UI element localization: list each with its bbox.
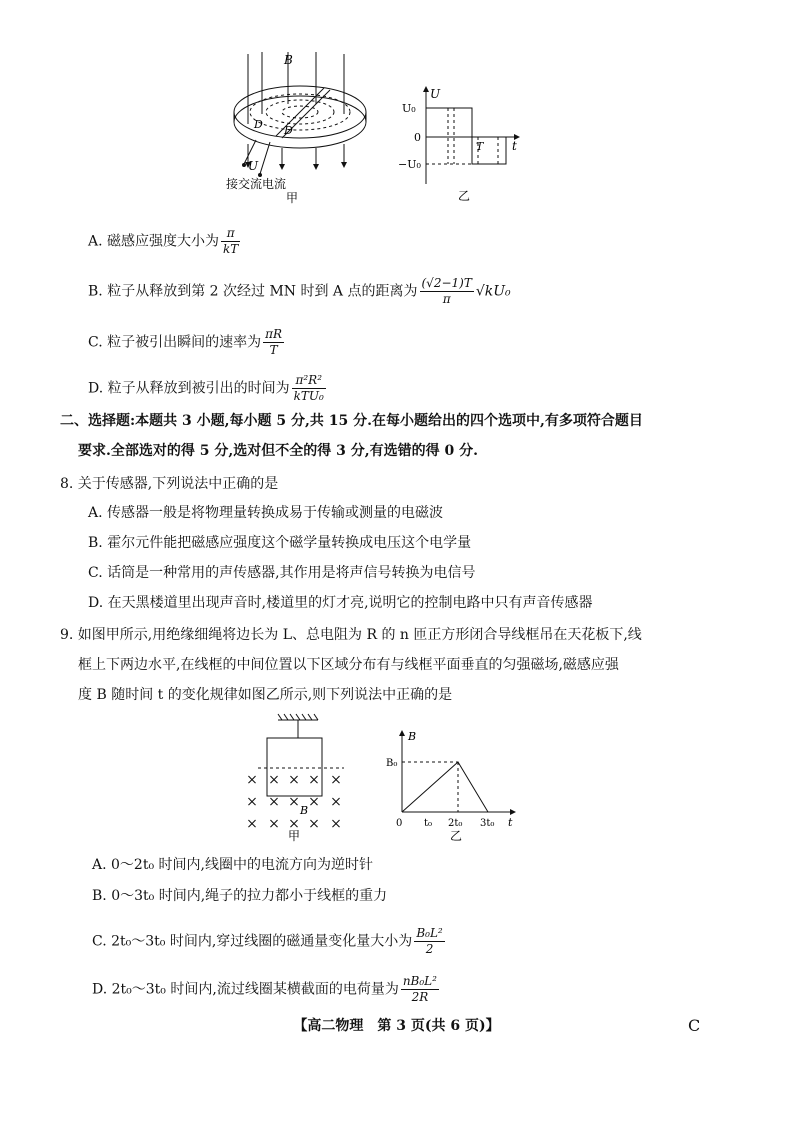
svg-text:×: × xyxy=(330,816,342,832)
q7-option-c xyxy=(88,327,286,358)
graph-zero-label: 0 xyxy=(396,818,403,829)
svg-text:×: × xyxy=(246,816,258,832)
q9-fig-jia-label: 甲 xyxy=(288,829,301,842)
svg-text:×: × xyxy=(246,772,258,788)
svg-text:×: × xyxy=(288,816,300,832)
q8-option-b: B. 霍尔元件能把磁感应强度这个磁学量转换成电压这个电学量 xyxy=(88,535,472,551)
figure-frame-in-field xyxy=(238,712,358,842)
paper-version-mark: C xyxy=(688,1016,701,1035)
svg-text:×: × xyxy=(330,794,342,810)
svg-text:×: × xyxy=(288,794,300,810)
q7-c-text: C. 粒子被引出瞬间的速率为 xyxy=(88,334,262,351)
q9-option-b: B. 0～3t₀ 时间内,绳子的拉力都小于线框的重力 xyxy=(92,888,388,904)
q9-c-num: B₀L² xyxy=(416,926,443,940)
q9-c-den: 2 xyxy=(425,942,434,956)
graph-negU0-label: −U₀ xyxy=(398,158,421,171)
q9-d-num: nB₀L² xyxy=(402,974,437,988)
svg-text:×: × xyxy=(308,772,320,788)
q7-a-text: A. 磁感应强度大小为 xyxy=(88,233,220,250)
q8-option-c: C. 话筒是一种常用的声传感器,其作用是将声信号转换为电信号 xyxy=(88,565,476,581)
svg-text:×: × xyxy=(308,816,320,832)
q7-a-fraction xyxy=(221,226,240,257)
q7-option-d xyxy=(88,373,328,404)
q9-line2: 框上下两边水平,在线框的中间位置以下区域分布有与线框平面垂直的匀强磁场,磁感应强 xyxy=(78,657,619,673)
graph-t-label: t xyxy=(512,139,517,153)
q9-fig-yi-label: 乙 xyxy=(450,829,463,843)
q7-d-den: kTU₀ xyxy=(293,389,324,403)
q9-c-fraction xyxy=(414,926,444,957)
svg-text:×: × xyxy=(308,794,320,810)
svg-text:×: × xyxy=(246,794,258,810)
label-B: B xyxy=(284,53,293,67)
graph-B-axis: B xyxy=(408,730,417,743)
graph-t0-label: t₀ xyxy=(424,818,433,829)
q9-d-fraction xyxy=(401,974,439,1005)
q8-option-a: A. 传感器一般是将物理量转换成易于传输或测量的电磁波 xyxy=(88,505,444,521)
svg-text:×: × xyxy=(330,772,342,788)
q8-stem: 8. 关于传感器,下列说法中正确的是 xyxy=(60,476,279,492)
graph-U0-label: U₀ xyxy=(402,102,416,115)
page-footer: 【高二物理 第 3 页(共 6 页)】 xyxy=(293,1018,500,1034)
svg-text:×: × xyxy=(268,772,280,788)
q7-b-num: (√2−1)T xyxy=(421,276,472,290)
graph-origin-label: 0 xyxy=(414,131,421,144)
q9-option-c xyxy=(92,926,447,957)
q7-a-den: kT xyxy=(223,242,239,256)
q9-d-text: D. 2t₀～3t₀ 时间内,流过线圈某横截面的电荷量为 xyxy=(92,981,399,998)
q7-d-text: D. 粒子从释放到被引出的时间为 xyxy=(88,380,290,397)
graph-3t0-label: 3t₀ xyxy=(480,818,495,829)
graph-B0-label: B₀ xyxy=(386,758,398,769)
graph-U-label: U xyxy=(430,87,441,101)
svg-text:×: × xyxy=(268,816,280,832)
fig1-label-jia: 甲 xyxy=(286,191,299,204)
q9-c-text: C. 2t₀～3t₀ 时间内,穿过线圈的磁通量变化量大小为 xyxy=(92,933,413,950)
q7-c-num: πR xyxy=(265,327,283,341)
caption-ac: 接交流电流 xyxy=(226,177,287,191)
label-U: U xyxy=(248,159,259,173)
q7-option-a xyxy=(88,226,242,257)
q9-option-a: A. 0～2t₀ 时间内,线圈中的电流方向为逆时针 xyxy=(92,857,373,873)
section2-line2: 要求.全部选对的得 5 分,选对但不全的得 3 分,有选错的得 0 分. xyxy=(78,443,478,459)
q7-b-text: B. 粒子从释放到第 2 次经过 MN 时到 A 点的距离为 xyxy=(88,283,418,300)
q7-c-den: T xyxy=(269,343,278,357)
graph-T-label: T xyxy=(476,140,484,153)
q7-d-num: π²R² xyxy=(292,373,326,389)
figure-cyclotron xyxy=(220,44,390,204)
q7-b-fraction xyxy=(420,276,474,307)
q9-line1: 9. 如图甲所示,用绝缘细绳将边长为 L、总电阻为 R 的 n 匝正方形闭合导线框吊在天花板下,线 xyxy=(60,627,642,643)
q9-option-d xyxy=(92,974,441,1005)
figure-ut-graph xyxy=(398,80,528,202)
section2-line1: 二、选择题:本题共 3 小题,每小题 5 分,共 15 分.在每小题给出的四个选项中,有多项符合题目 xyxy=(60,413,643,429)
figure-bt-graph xyxy=(384,726,524,844)
label-D1: D xyxy=(254,118,263,131)
svg-text:×: × xyxy=(288,772,300,788)
q7-c-fraction xyxy=(263,327,284,358)
q7-b-den: π xyxy=(442,292,451,306)
q8-option-d: D. 在天黑楼道里出现声音时,楼道里的灯才亮,说明它的控制电路中只有声音传感器 xyxy=(88,595,593,611)
frame-diagram xyxy=(238,712,358,842)
ut-graph xyxy=(398,80,528,202)
fig1-label-yi: 乙 xyxy=(458,189,471,202)
field-B-label: B xyxy=(300,804,309,817)
q9-d-den: 2R xyxy=(411,990,429,1004)
graph-2t0-label: 2t₀ xyxy=(448,818,463,829)
svg-text:×: × xyxy=(268,794,280,810)
label-D2: D xyxy=(284,124,293,137)
graph-t-axis: t xyxy=(508,816,513,829)
q9-line3: 度 B 随时间 t 的变化规律如图乙所示,则下列说法中正确的是 xyxy=(78,687,453,703)
q7-b-root: √kU₀ xyxy=(475,283,511,300)
bt-graph xyxy=(384,726,524,844)
q7-a-num: π xyxy=(221,226,240,242)
q7-option-b xyxy=(88,276,511,307)
q7-d-fraction xyxy=(292,373,326,404)
cyclotron-diagram xyxy=(220,44,390,204)
